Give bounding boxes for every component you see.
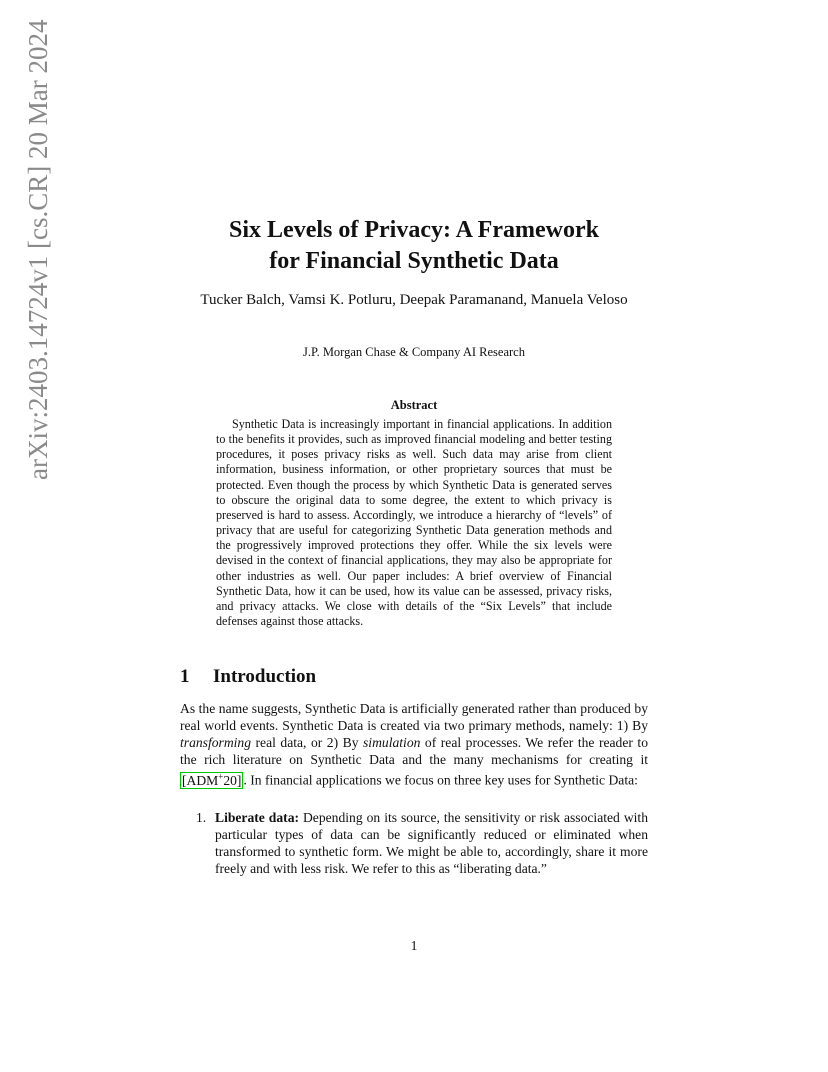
intro-text-4: . In financial applications we focus on three key uses for Synthetic Data: — [243, 772, 638, 788]
intro-em-2: simulation — [363, 735, 421, 750]
list-item-number: 1. — [196, 810, 207, 825]
title-line-2: for Financial Synthetic Data — [269, 248, 559, 274]
section-heading — [180, 666, 650, 688]
list-item-text — [215, 809, 648, 877]
intro-paragraph — [180, 700, 648, 789]
title-line-1: Six Levels of Privacy: A Framework — [229, 217, 599, 243]
arxiv-stamp: arXiv:2403.14724v1 [cs.CR] 20 Mar 2024 — [23, 19, 53, 480]
citation-link[interactable]: [ADM+20] — [182, 771, 242, 788]
list-item-body: Depending on its source, the sensitivity or risk associated with particular types of data can be significantly reduced or eliminated when transformed to synthetic form. We might be able to, accordingly, share it more freely and with less risk. We refer to this as “liberating data.” — [215, 810, 648, 876]
key-uses-list — [196, 809, 648, 877]
intro-em-1: transforming — [180, 735, 252, 750]
paper-title — [150, 215, 678, 277]
list-item-bold: Liberate data: — [215, 810, 300, 825]
intro-text-3: of real processes. We refer the reader to the rich literature on Synthetic Data and the many mechanisms for creating it — [180, 735, 649, 767]
section-title: Introduction — [213, 666, 317, 687]
abstract-heading: Abstract — [390, 398, 438, 412]
authors: Tucker Balch, Vamsi K. Potluru, Deepak Paramanand, Manuela Veloso — [200, 292, 628, 308]
section-number: 1 — [180, 666, 190, 687]
affiliation: J.P. Morgan Chase & Company AI Research — [303, 345, 525, 359]
intro-text-2: real data, or 2) By — [251, 735, 364, 750]
intro-text-1: As the name suggests, Synthetic Data is artificially generated rather than produced by real world events. Synthetic Data is created via two primary methods, namely: 1) By — [180, 701, 648, 733]
list-item — [196, 809, 648, 877]
page-number: 1 — [410, 938, 418, 953]
abstract-body: Synthetic Data is increasingly important in financial applications. In addition to the benefits it provides, such as improved financial modeling and better testing procedures, it poses privacy risks as well. Such data may arise from client information, business information, or other proprietary sources that must be protected. Even though the process by which Synthetic Data is generated serves to obscure the original data to some degree, the extent to which privacy is preserved is hard to assess. Accordingly, we introduce a hierarchy of “levels” of privacy that are useful for categorizing Synthetic Data generation methods and the progressively improved protections they offer. While the six levels were devised in the context of financial applications, they may also be appropriate for other industries as well. Our paper includes: A brief overview of Financial Synthetic Data, how it can be used, how its value can be assessed, privacy risks, and privacy attacks. We close with details of the “Six Levels” that include defenses against those attacks. — [216, 417, 612, 629]
